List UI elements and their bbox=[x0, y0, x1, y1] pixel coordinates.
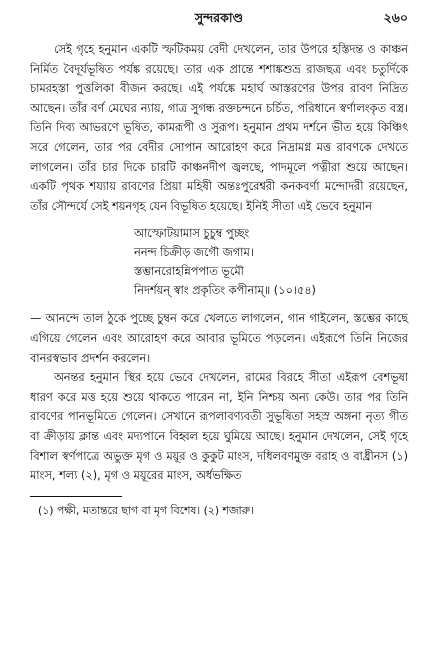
paragraph: সেই গৃহে হনুমান একটি স্ফটিকময় বেদী দেখলেন, তার উপরে হস্তিদন্ত ও কাঞ্চন নির্মিত বৈদূর্যভূষিত পর্যঙ্ক রয়েছে। তার এক প্রান্তে শশাঙ্কশুভ্র রাজছত্র এবং চতুর্দিকে চামরহস্তা পুত্তলিকা বীজন করছে। এই পর্যঙ্কে মহার্ঘ আস্তরণের উপর রাবণ নিদ্রিত আছেন। তাঁর বর্ণ মেঘের ন্যায়, গাত্র সুগন্ধ রক্তচন্দনে চর্চিত, পরিধানে স্বর্ণালংকৃত বস্ত্র। তিনি দিব্য আভরণে ভূষিত, কামরূপী ও সুরূপ। হনুমান প্রথম দর্শনে ভীত হয়ে কিঞ্চিৎ সরে গেলেন, তার পর বেদীর সোপান আরোহণ করে নিদ্রামগ্ন মত্ত রাবণকে দেখতে লাগলেন। তাঁর চার দিকে চারটি কাঞ্চনদীপ জ্বলছে, পাদমূলে পত্নীরা শুয়ে আছেন। একটি পৃথক শয্যায় রাবণের প্রিয়া মহিষী অন্তঃপুরেশ্বরী কনকবর্ণা মন্দোদরী রয়েছেন, তাঁর সৌন্দর্যে সেই শয়নগৃহ যেন বিভূষিত হয়েছে। ইনিই সীতা এই ভেবে হনুমান bbox=[30, 43, 408, 213]
footnote-divider bbox=[30, 496, 122, 497]
page-body bbox=[30, 40, 408, 486]
paragraph: অনন্তর হনুমান স্থির হয়ে ভেবে দেখলেন, রামের বিরহে সীতা এইরূপ বেশভূষা ধারণ করে মত্ত হয়ে শুয়ে থাকতে পারেন না, ইনি নিশ্চয় অন্য কেউ। তার পর তিনি রাবণের পানভূমিতে গেলেন। সেখানে রূপলাবণ্যবতী সুভূষিতা সহস্র অঙ্গনা নৃত্য গীত বা ক্রীড়ায় ক্লান্ত এবং মদ্যপানে বিহ্বল হয়ে ঘুমিয়ে আছে। হনুমান দেখলেন, সেই গৃহে বিশাল স্বর্ণপাত্রে অভুক্ত মৃগ ও ময়ূর ও কুকুট মাংস, দধিলবণমুক্ত বরাহ ও বাধ্রীনস (১) মাংস, শল্য (২), মৃগ ও ময়ূরের মাংস, অর্ধভক্ষিত bbox=[30, 371, 408, 483]
page-number: ২৬০ bbox=[383, 10, 408, 25]
chapter-title: সুন্দরকাণ্ড bbox=[194, 10, 244, 25]
paragraph: — আনন্দে তাল ঠুকে পুচ্ছে চুম্বন করে খেলতে লাগলেন, গান গাইলেন, স্তম্ভের কাছে এগিয়ে গেলেন এবং আরোহণ করে আবার ভূমিতে পড়লেন। এইরূপে তিনি নিজের বানরস্বভাব প্রদর্শন করলেন। bbox=[30, 312, 408, 365]
verse-line: নিদর্শয়ন্‌ স্বাং প্রকৃতিং কপীনাম্‌॥ (১০।৫৪) bbox=[134, 284, 316, 298]
sanskrit-verse bbox=[134, 224, 408, 300]
verse-line: আস্ফোটয়ামাস চুচুম্ব পুচ্ছং bbox=[134, 227, 250, 241]
footnote: (১) পক্ষী, মতান্তরে ছাগ বা মৃগ বিশেষ। (২) শজারু। bbox=[38, 503, 254, 517]
running-header bbox=[30, 8, 408, 28]
verse-line: স্তম্ভানরোহন্নিপপাত ভূমৌ bbox=[134, 265, 244, 279]
verse-line: ননন্দ চিক্রীড় জগৌ জগাম। bbox=[134, 246, 254, 260]
